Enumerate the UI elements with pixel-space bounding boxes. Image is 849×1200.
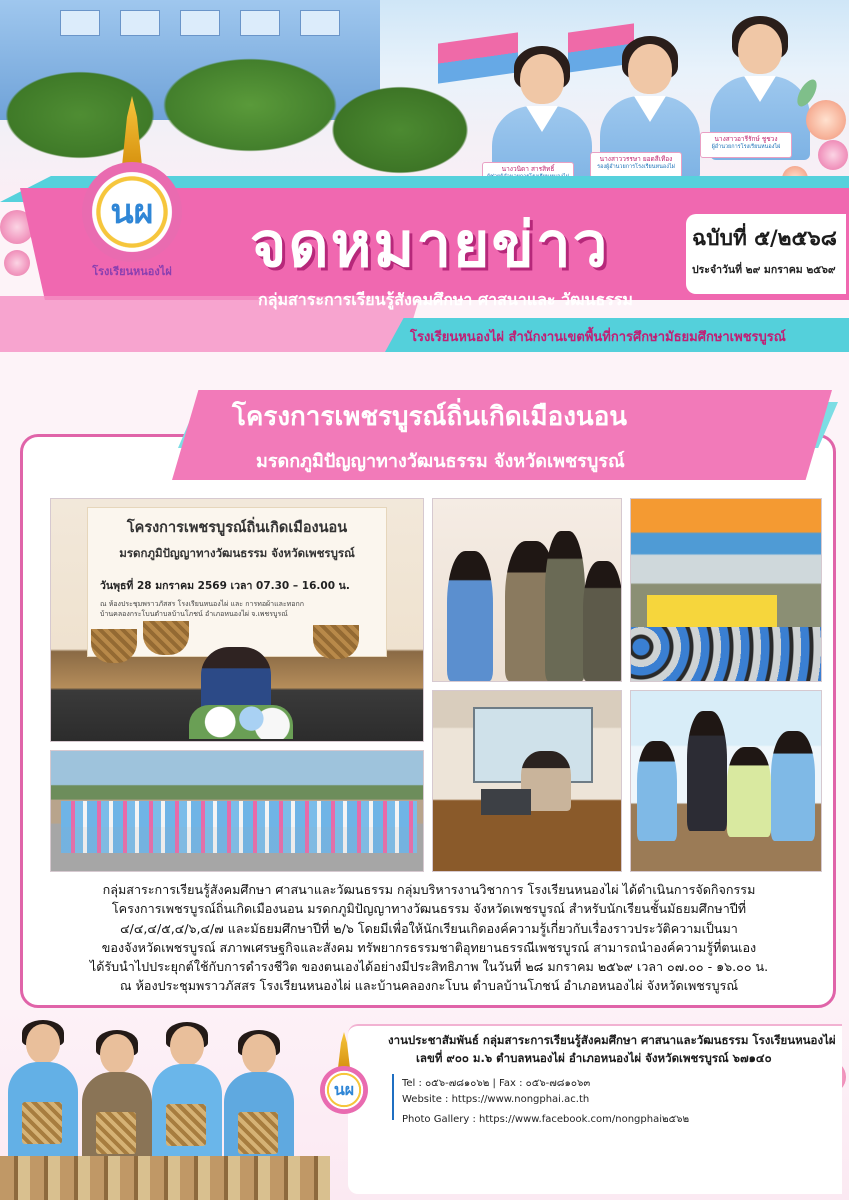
staff-portrait-1 xyxy=(488,40,596,190)
newsletter-title: จดหมายข่าว xyxy=(250,208,610,281)
flower-decoration xyxy=(806,100,846,140)
department-name: กลุ่มสาระการเรียนรู้สังคมศึกษา ศาสนาและ วัฒนธรรม xyxy=(258,290,633,309)
staff-nameplate: นางวนิดา สารสิทธิ์ xyxy=(482,162,574,188)
photo-weaving xyxy=(630,690,822,872)
staff-portrait-3 xyxy=(706,10,814,160)
issue-number: ฉบับที่ ๕/๒๕๖๘ xyxy=(692,226,837,250)
woven-mat xyxy=(0,1156,330,1200)
school-address: เลขที่ ๙๐๐ ม.๖ ตำบลหนองไผ่ อำเภอหนองไผ่ จังหวัดเพชรบูรณ์ ๖๗๑๔๐ xyxy=(416,1051,772,1065)
footer-school-logo: นผ xyxy=(316,1032,372,1132)
flower-decoration xyxy=(818,140,848,170)
flower-arrangement xyxy=(189,705,293,739)
article-body: กลุ่มสาระการเรียนรู้สังคมศึกษา ศาสนาและวัฒนธรรม กลุ่มบริหารงานวิชาการ โรงเรียนหนองไผ่ ได้ดำเนินการจัดกิจกรรม โครงการเพชรบูรณ์ถิ่นเกิดเมืองนอน มรดกภูมิปัญญาทางวัฒนธรรม จังหวัดเพชรบูรณ์ สำหรับนักเรียนชั้นมัธยมศึกษาปีที่ ๔/๔,๔/๕,๔/๖,๔/๗ และมัธยมศึกษาปีที่ ๒/๖ โดยมีเพื่อให้นักเรียนเกิดองค์ความรู้เกี่ยวกับเรื่องราวประวัติความเป็นมา ของจังหวัดเพชรบูรณ์ สภาพเศรษฐกิจและสังคม ทรัพยากรธรรมชาติอุทยานธรรณีเพชรบูรณ์ สามารถนำองค์ความรู้ที่ตนเอง ได้รับนำไปประยุกต์ใช้กับการดำรงชีวิต ของตนเองได้อย่างมีประสิทธิภาพ ในวันที่ ๒๘ มกราคม ๒๕๖๙ เวลา ๐๗.๐๐ - ๑๖.๐๐ น. ณ ห้องประชุมพราวภัสสร โรงเรียนหนองไผ่ และบ้านคลองกะโบน ตำบลบ้านโภชน์ อำเภอหนองไผ่ จังหวัดเพชรบูรณ์ xyxy=(89,882,769,994)
event-sign: โครงการเพชรบูรณ์ถิ่นเกิดเมืองนอน มรดกภูมิปัญญาทางวัฒนธรรม จังหวัดเพชรบูรณ์ วันพุธที่ 28 มกราคม 2569 เวลา 07.30 – 16.00 น. ณ ห้องประชุมพราวภัสสร โรงเรียนหนองไผ่ และ การทอผ้าและทอกก บ้านคลองกระโบนตำบลบ้านโภชน์ อำเภอหนองไผ่ จ.เพชรบูรณ์ xyxy=(87,507,387,657)
photo-lecture xyxy=(432,690,622,872)
contact-divider xyxy=(392,1074,394,1120)
staff-nameplate: นางสาวอารีรักษ์ ชูชวง ผู้อำนวยการโรงเรียนหนองไผ่ xyxy=(700,132,792,158)
issue-box xyxy=(686,214,846,294)
school-logo: นผ โรงเรียนหนองไผ่ xyxy=(76,96,188,286)
trees xyxy=(0,35,470,175)
photo-opening-ceremony xyxy=(50,498,424,742)
contact-tel-fax: Tel : ๐๕๖-๗๘๑๐๖๒ | Fax : ๐๕๖-๗๘๑๐๖๓ xyxy=(402,1078,591,1089)
flower-decoration xyxy=(4,250,30,276)
issue-date: ประจำวันที่ ๒๙ มกราคม ๒๕๖๙ xyxy=(692,264,836,276)
project-title: โครงการเพชรบูรณ์ถิ่นเกิดเมืองนอน xyxy=(232,402,628,432)
contact-website[interactable]: Website : https://www.nongphai.ac.th xyxy=(402,1094,590,1105)
photo-speakers xyxy=(432,498,622,682)
staff-portrait-2 xyxy=(596,30,704,180)
staff-nameplate: นางสาววรรษา ยอดสีเทือง รองผู้อำนวยการโรงเรียนหนองไผ่ xyxy=(590,152,682,178)
pr-department: งานประชาสัมพันธ์ กลุ่มสาระการเรียนรู้สังคมศึกษา ศาสนาและวัฒนธรรม โรงเรียนหนองไผ่ xyxy=(388,1033,836,1047)
photo-group xyxy=(50,750,424,872)
school-name: โรงเรียนหนองไผ่ สำนักงานเขตพื้นที่การศึกษามัธยมศึกษาเพชรบูรณ์ xyxy=(410,330,786,345)
contact-photo-gallery[interactable]: Photo Gallery : https://www.facebook.com/nongphai๒๕๖๒ xyxy=(402,1114,690,1125)
project-subtitle: มรดกภูมิปัญญาทางวัฒนธรรม จังหวัดเพชรบูรณ์ xyxy=(256,451,625,472)
photo-students-activity xyxy=(630,498,822,682)
